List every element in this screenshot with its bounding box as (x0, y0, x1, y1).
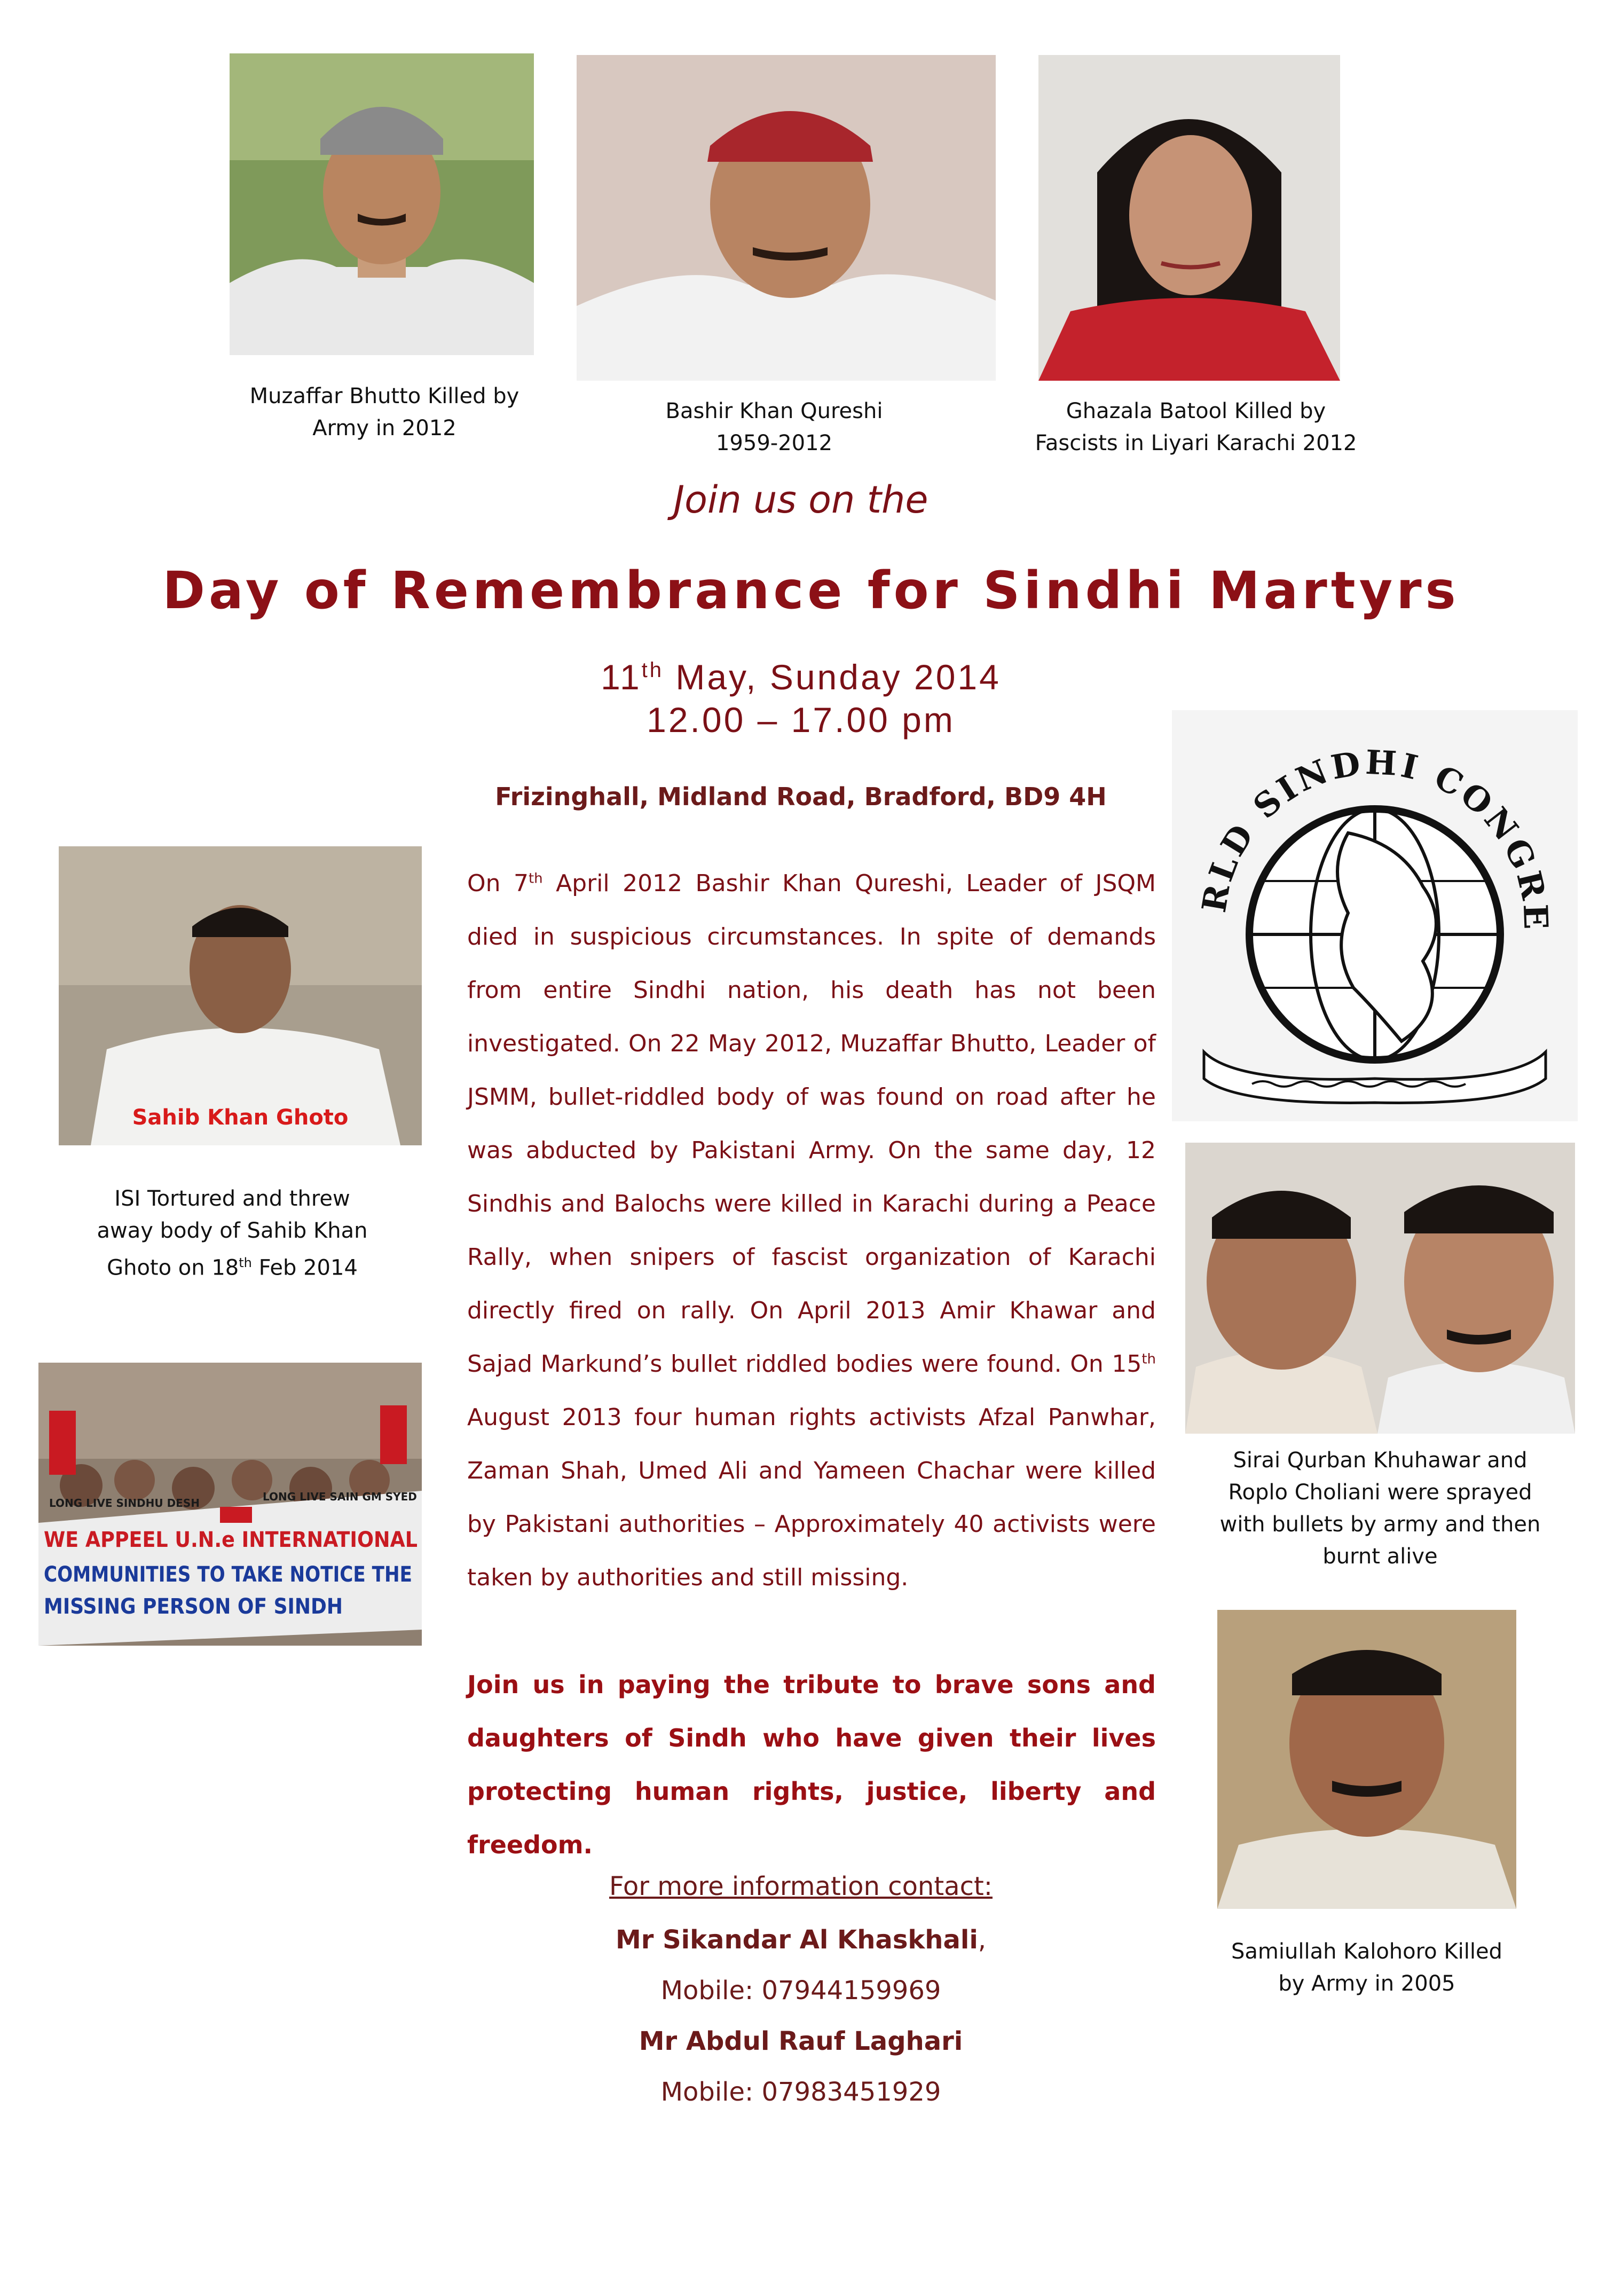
samiullah-caption (1196, 1936, 1538, 2000)
samiullah-kalohoro-photo (1217, 1610, 1516, 1909)
sirai-caption-line4: burnt alive (1322, 1544, 1438, 1569)
sahib-overlay-label: Sahib Khan Ghoto (132, 1105, 349, 1130)
sahib-caption-line3-pre: Ghoto on 18 (107, 1255, 239, 1280)
contact-heading-text: For more information contact: (609, 1872, 993, 1901)
bashir-khan-qureshi-photo (577, 55, 996, 381)
event-date (0, 657, 1602, 697)
bashir-caption-line1: Bashir Khan Qureshi (665, 399, 883, 423)
date-rest: May, Sunday 2014 (664, 657, 1001, 697)
contact-mobile1: Mobile: 07944159969 (660, 1976, 941, 2006)
ghazala-caption-line2: Fascists in Liyari Karachi 2012 (1035, 431, 1357, 455)
sahib-khan-ghoto-photo (59, 846, 422, 1145)
date-day-suffix: th (641, 658, 664, 682)
date-day: 11 (601, 657, 642, 697)
body-p1-sup: th (528, 870, 543, 887)
rally-top-right-text: LONG LIVE SAIN GM SYED (263, 1490, 417, 1503)
sirai-caption (1188, 1444, 1572, 1572)
samiullah-caption-line1: Samiullah Kalohoro Killed (1231, 1939, 1502, 1964)
ghazala-batool-photo (1038, 55, 1340, 381)
sahib-caption-line3-post: Feb 2014 (251, 1255, 358, 1280)
muzaffar-caption-line1: Muzaffar Bhutto Killed by (249, 384, 519, 408)
ghazala-caption (993, 395, 1399, 459)
rally-top-left-text: LONG LIVE SINDHU DESH (49, 1497, 200, 1509)
event-time: 12.00 – 17.00 pm (647, 700, 955, 740)
sirai-caption-line1: Sirai Qurban Khuhawar and (1233, 1448, 1527, 1473)
contact-person1-name: Mr Sikandar Al Khaskhali (615, 1925, 978, 1955)
sirai-caption-line2: Roplo Choliani were sprayed (1228, 1480, 1532, 1505)
body-p1-pre: On 7 (467, 870, 529, 897)
muzaffar-bhutto-photo (230, 53, 534, 355)
body-p1-end: August 2013 four human rights activists Afzal Panwhar, Zaman Shah, Umed Ali and Yameen Chachar were killed by Pakistani authorities – Approximately 40 activists were taken by authorities and still missing. (467, 1404, 1156, 1591)
bashir-caption-line2: 1959-2012 (715, 431, 833, 455)
page-title: Day of Remembrance for Sindhi Martyrs (162, 561, 1460, 620)
sahib-caption-line3 (59, 1247, 406, 1284)
ghazala-caption-line1: Ghazala Batool Killed by (1066, 399, 1326, 423)
sirai-caption-line3: with bullets by army and then (1219, 1512, 1541, 1537)
rally-photo (38, 1363, 422, 1646)
body-p1-mid: April 2012 Bashir Khan Qureshi, Leader of JSQM died in suspicious circumstances. In spite of demands from entire Sindhi nation, his death has not been investigated. On 22 May 2012, Muzaffar Bhutto, Leader of JSMM, bullet-riddled body of was found on road after he was abducted by Pakistani Army. On the same day, 12 Sindhis and Balochs were killed in Karachi during a Peace Rally, when snipers of fascist organization of Karachi directly fired on rally. On April 2013 Amir Khawar and Sajad Markund’s bullet riddled bodies were found. On 15 (467, 870, 1156, 1378)
rally-banner-line1: WE APPEEL U.N.e INTERNATIONAL (44, 1528, 418, 1552)
sahib-caption-line2: away body of Sahib Khan (97, 1218, 368, 1243)
body-paragraph (467, 857, 1156, 1605)
rally-banner-line3: MISSING PERSON OF SINDH (44, 1594, 343, 1619)
world-sindhi-congress-logo (1172, 710, 1578, 1121)
logo-arc-text: RLD SINDHI CONGRE (1194, 742, 1556, 933)
intro-text: Join us on the (673, 478, 928, 522)
bashir-caption (609, 395, 940, 459)
sahib-caption (59, 1183, 406, 1284)
sahib-caption-line3-sup: th (239, 1255, 252, 1270)
tribute-paragraph: Join us in paying the tribute to brave sons and daughters of Sindh who have given their lives protecting human rights, justice, liberty and freedom. (467, 1670, 1156, 1859)
rally-banner-line2: COMMUNITIES TO TAKE NOTICE THE (44, 1562, 412, 1587)
sahib-caption-line1: ISI Tortured and threw (114, 1186, 350, 1211)
samiullah-caption-line2: by Army in 2005 (1278, 1971, 1455, 1996)
event-venue: Frizinghall, Midland Road, Bradford, BD9 4H (495, 782, 1107, 811)
contact-person2: Mr Abdul Rauf Laghari (639, 2026, 963, 2056)
contact-mobile2: Mobile: 07983451929 (660, 2077, 941, 2107)
body-p1-sup2: th (1141, 1351, 1156, 1367)
muzaffar-caption-line2: Army in 2012 (312, 416, 456, 441)
muzaffar-caption (230, 380, 539, 444)
contact-person1-comma: , (978, 1925, 987, 1955)
sirai-roplo-photo (1185, 1143, 1575, 1434)
